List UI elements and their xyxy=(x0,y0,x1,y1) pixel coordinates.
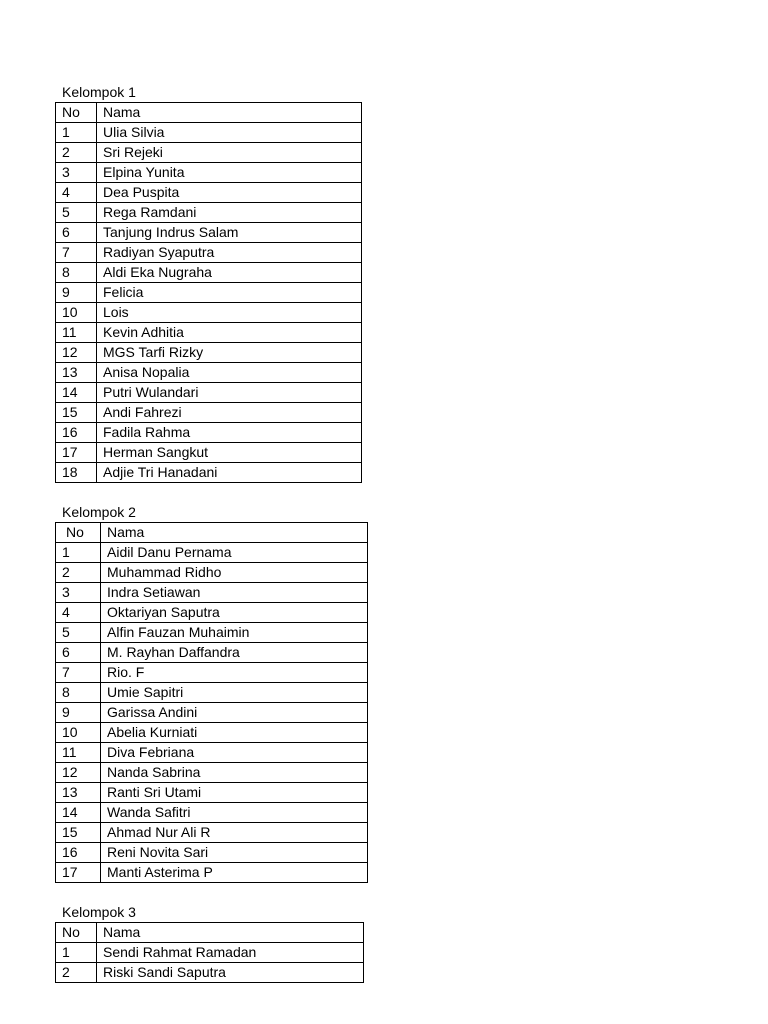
member-name: Fadila Rahma xyxy=(97,423,362,443)
table-row xyxy=(56,223,362,243)
row-number: 14 xyxy=(56,803,101,823)
table-row xyxy=(56,563,368,583)
table-row xyxy=(56,343,362,363)
table-row xyxy=(56,763,368,783)
row-number: 13 xyxy=(56,783,101,803)
table-row xyxy=(56,863,368,883)
row-number: 9 xyxy=(56,703,101,723)
table-row xyxy=(56,943,364,963)
roster-body xyxy=(56,943,364,983)
roster-body xyxy=(56,543,368,883)
roster-table xyxy=(55,522,368,883)
member-name: Kevin Adhitia xyxy=(97,323,362,343)
member-name: M. Rayhan Daffandra xyxy=(101,643,368,663)
row-number: 14 xyxy=(56,383,97,403)
row-number: 2 xyxy=(56,963,97,983)
table-header-row xyxy=(56,523,368,543)
table-row xyxy=(56,643,368,663)
table-row xyxy=(56,743,368,763)
roster-table xyxy=(55,922,364,983)
member-name: Dea Puspita xyxy=(97,183,362,203)
row-number: 1 xyxy=(56,543,101,563)
table-row xyxy=(56,463,362,483)
table-row xyxy=(56,263,362,283)
table-row xyxy=(56,123,362,143)
group-kelompok-1 xyxy=(55,82,362,483)
group-kelompok-3 xyxy=(55,902,364,983)
member-name: MGS Tarfi Rizky xyxy=(97,343,362,363)
header-name: Nama xyxy=(97,103,362,123)
member-name: Nanda Sabrina xyxy=(101,763,368,783)
member-name: Indra Setiawan xyxy=(101,583,368,603)
row-number: 4 xyxy=(56,183,97,203)
table-row xyxy=(56,703,368,723)
member-name: Aldi Eka Nugraha xyxy=(97,263,362,283)
table-row xyxy=(56,303,362,323)
member-name: Aidil Danu Pernama xyxy=(101,543,368,563)
table-row xyxy=(56,583,368,603)
member-name: Felicia xyxy=(97,283,362,303)
row-number: 4 xyxy=(56,603,101,623)
member-name: Umie Sapitri xyxy=(101,683,368,703)
row-number: 7 xyxy=(56,243,97,263)
header-name: Nama xyxy=(97,923,364,943)
table-row xyxy=(56,443,362,463)
table-row xyxy=(56,323,362,343)
row-number: 12 xyxy=(56,763,101,783)
table-row xyxy=(56,543,368,563)
table-row xyxy=(56,423,362,443)
member-name: Manti Asterima P xyxy=(101,863,368,883)
member-name: Putri Wulandari xyxy=(97,383,362,403)
row-number: 15 xyxy=(56,403,97,423)
member-name: Radiyan Syaputra xyxy=(97,243,362,263)
row-number: 8 xyxy=(56,683,101,703)
table-row xyxy=(56,723,368,743)
table-header-row xyxy=(56,923,364,943)
group-title: Kelompok 3 xyxy=(62,904,136,920)
table-row xyxy=(56,283,362,303)
table-row xyxy=(56,823,368,843)
row-number: 16 xyxy=(56,843,101,863)
member-name: Ahmad Nur Ali R xyxy=(101,823,368,843)
table-row xyxy=(56,203,362,223)
row-number: 2 xyxy=(56,563,101,583)
member-name: Lois xyxy=(97,303,362,323)
roster-body xyxy=(56,123,362,483)
row-number: 12 xyxy=(56,343,97,363)
table-row xyxy=(56,383,362,403)
row-number: 8 xyxy=(56,263,97,283)
table-row xyxy=(56,683,368,703)
member-name: Tanjung Indrus Salam xyxy=(97,223,362,243)
member-name: Rio. F xyxy=(101,663,368,683)
table-row xyxy=(56,783,368,803)
table-header-row xyxy=(56,103,362,123)
row-number: 3 xyxy=(56,583,101,603)
member-name: Oktariyan Saputra xyxy=(101,603,368,623)
row-number: 13 xyxy=(56,363,97,383)
table-row xyxy=(56,183,362,203)
row-number: 1 xyxy=(56,123,97,143)
member-name: Herman Sangkut xyxy=(97,443,362,463)
row-number: 15 xyxy=(56,823,101,843)
table-row xyxy=(56,143,362,163)
member-name: Reni Novita Sari xyxy=(101,843,368,863)
row-number: 10 xyxy=(56,723,101,743)
row-number: 3 xyxy=(56,163,97,183)
table-row xyxy=(56,243,362,263)
member-name: Abelia Kurniati xyxy=(101,723,368,743)
member-name: Ulia Silvia xyxy=(97,123,362,143)
row-number: 18 xyxy=(56,463,97,483)
row-number: 1 xyxy=(56,943,97,963)
table-row xyxy=(56,803,368,823)
table-row xyxy=(56,843,368,863)
row-number: 9 xyxy=(56,283,97,303)
roster-table xyxy=(55,102,362,483)
table-row xyxy=(56,363,362,383)
header-no: No xyxy=(56,523,101,543)
member-name: Elpina Yunita xyxy=(97,163,362,183)
member-name: Sri Rejeki xyxy=(97,143,362,163)
member-name: Anisa Nopalia xyxy=(97,363,362,383)
table-row xyxy=(56,623,368,643)
member-name: Muhammad Ridho xyxy=(101,563,368,583)
member-name: Diva Febriana xyxy=(101,743,368,763)
group-kelompok-2 xyxy=(55,502,368,883)
group-title: Kelompok 1 xyxy=(62,84,136,100)
table-row xyxy=(56,603,368,623)
row-number: 5 xyxy=(56,623,101,643)
member-name: Rega Ramdani xyxy=(97,203,362,223)
member-name: Sendi Rahmat Ramadan xyxy=(97,943,364,963)
header-name: Nama xyxy=(101,523,368,543)
header-no: No xyxy=(56,103,97,123)
member-name: Andi Fahrezi xyxy=(97,403,362,423)
row-number: 17 xyxy=(56,863,101,883)
header-no: No xyxy=(56,923,97,943)
member-name: Riski Sandi Saputra xyxy=(97,963,364,983)
member-name: Adjie Tri Hanadani xyxy=(97,463,362,483)
row-number: 11 xyxy=(56,323,97,343)
row-number: 6 xyxy=(56,223,97,243)
row-number: 5 xyxy=(56,203,97,223)
row-number: 11 xyxy=(56,743,101,763)
table-row xyxy=(56,163,362,183)
member-name: Alfin Fauzan Muhaimin xyxy=(101,623,368,643)
row-number: 7 xyxy=(56,663,101,683)
row-number: 6 xyxy=(56,643,101,663)
row-number: 17 xyxy=(56,443,97,463)
row-number: 2 xyxy=(56,143,97,163)
table-row xyxy=(56,403,362,423)
group-title: Kelompok 2 xyxy=(62,504,136,520)
member-name: Wanda Safitri xyxy=(101,803,368,823)
member-name: Garissa Andini xyxy=(101,703,368,723)
row-number: 10 xyxy=(56,303,97,323)
member-name: Ranti Sri Utami xyxy=(101,783,368,803)
table-row xyxy=(56,663,368,683)
table-row xyxy=(56,963,364,983)
row-number: 16 xyxy=(56,423,97,443)
